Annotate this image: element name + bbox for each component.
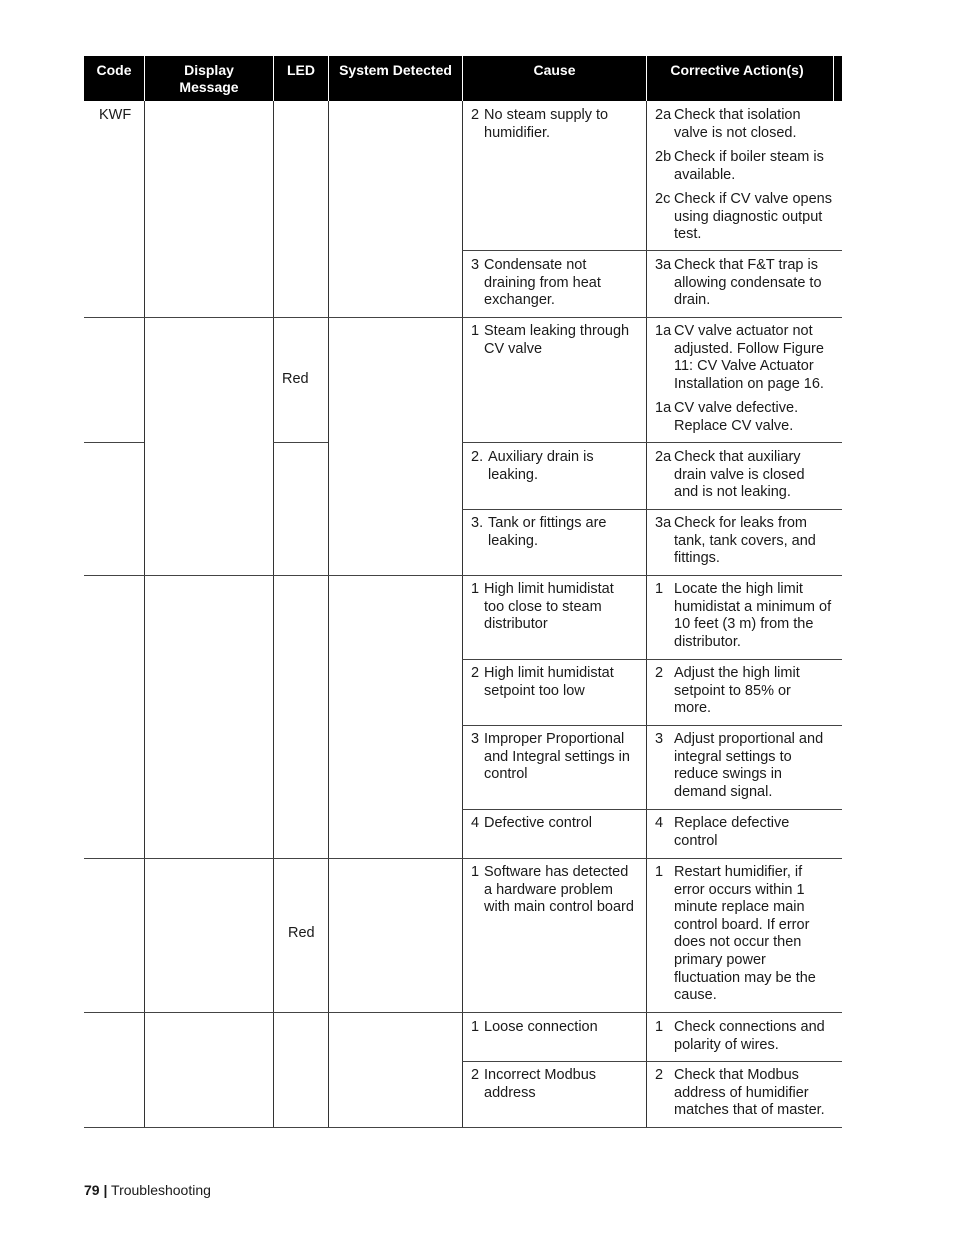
header-cause: Cause bbox=[533, 62, 576, 78]
header-display-message: Display Message bbox=[179, 62, 239, 95]
led-cell: Red bbox=[288, 925, 315, 941]
col-line bbox=[646, 101, 647, 1128]
code-cell: KWF bbox=[99, 107, 132, 123]
footer-separator: | bbox=[103, 1182, 108, 1198]
table-header bbox=[84, 56, 842, 101]
col-line bbox=[144, 101, 145, 1128]
header-led: LED bbox=[287, 62, 315, 78]
page-number: 79 bbox=[84, 1182, 100, 1198]
col-line bbox=[273, 101, 274, 1128]
header-code: Code bbox=[96, 62, 132, 78]
page-footer bbox=[84, 1182, 211, 1198]
led-cell: Red bbox=[282, 371, 309, 387]
col-line bbox=[328, 101, 329, 1128]
section-name: Troubleshooting bbox=[111, 1182, 211, 1198]
header-system-detected: System Detected bbox=[339, 62, 452, 78]
col-line bbox=[462, 101, 463, 1128]
header-corrective-actions: Corrective Action(s) bbox=[670, 62, 804, 78]
